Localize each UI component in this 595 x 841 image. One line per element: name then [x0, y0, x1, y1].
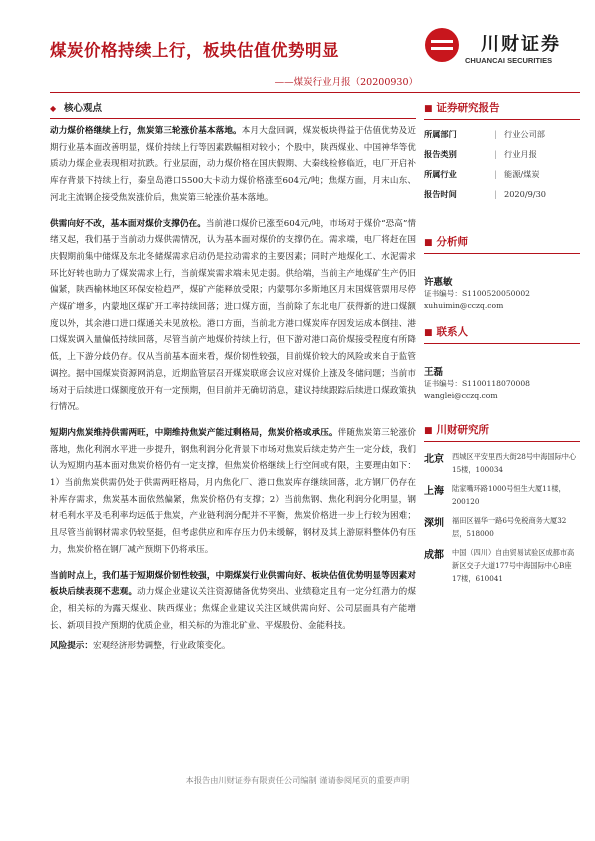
analyst-heading: ■ 分析师	[424, 236, 469, 248]
logo-text-en: CHUANCAI SECURITIES	[465, 56, 553, 65]
company-logo	[423, 28, 573, 70]
contact-heading: ■ 联系人	[424, 326, 469, 338]
diamond-icon: ◆	[50, 103, 57, 113]
core-views-section	[50, 100, 416, 654]
square-icon: ■	[424, 328, 433, 338]
contact-email[interactable]: wanglei@cczq.com	[424, 391, 498, 400]
info-row: 所属行业 | 能源/煤炭	[424, 168, 540, 179]
report-subtitle: ——煤炭行业月报（20200930）	[274, 77, 418, 88]
page-footer: 本报告由川财证券有限责任公司编制 谨请参阅尾页的重要声明	[185, 775, 410, 785]
analyst-divider	[424, 253, 580, 254]
info-row: 报告时间 | 2020/9/30	[424, 188, 546, 199]
address-item: 深圳 福田区福华一路6号免税商务大厦32层，518000	[424, 516, 567, 538]
report-info-table	[424, 124, 580, 204]
paragraph-3: 短期内焦炭维持供需两旺，中期维持焦炭产能过剩格局，焦炭价格或承压。伴随焦炭第三轮涨价落地，焦化利润水平进一步提升，钢焦利润分化背景下市场对焦炭后续走势产生一定分歧，我们认为短期内基本面对焦炭价格仍有一定支撑，但焦炭价格继续上行空间或有限，主要理由如下：1）当前焦炭供需仍处于供需两旺格局，月内焦化厂、港口焦炭库存继续回落，北方钢厂仍存在补库存需求，焦炭基本面依然偏紧，焦炭价格仍有支撑；2）当前焦钢、焦化利润分化明显，钢材毛利水平及毛利率均远低于焦炭，产业链利润分配并不平衡，焦炭价格进一步上行较为困难；且尽管当前钢材需求仍较坚挺，但考虑供应和库存压力仍未缓解，钢材及其上游原料整体仍有压力，焦炭价格在钢厂减产预期下仍将承压。	[50, 427, 416, 555]
address-item: 北京 西城区平安里西大街28号中海国际中心15楼，100034	[424, 452, 577, 474]
info-row: 所属部门 | 行业公司部	[424, 128, 545, 139]
info-row: 报告类别 | 行业月报	[424, 148, 537, 159]
paragraph-1: 动力煤价格继续上行，焦炭第三轮涨价基本落地。本月大盘回调，煤炭板块得益于估值优势及近期行业基本面改善明显，煤价持续上行等因素跌幅相对较小；个股中，陕西煤业、中国神华等优质动力煤企业表现相对抗跌。行业层面，动力煤价格在国庆假期、大秦线检修临近，电厂开启补库存背景下持续上行，秦皇岛港口5500大卡动力煤价格涨至604元/吨；焦煤方面，月末山东、河北主流钢企接受焦炭涨价后，焦炭第三轮涨价基本落地。	[50, 126, 416, 203]
sidebar	[424, 100, 580, 591]
square-icon: ■	[424, 238, 433, 248]
contact-divider	[424, 343, 580, 344]
analyst-cert: 证书编号：S1100520050002	[424, 289, 530, 298]
contact-cert: 证书编号：S1100118070008	[424, 379, 530, 388]
square-icon: ■	[424, 426, 433, 436]
address-item: 成都 中国（四川）自由贸易试验区成都市高新区交子大道177号中海国际中心B座17楼，610041	[424, 548, 575, 583]
header-divider	[50, 92, 580, 93]
report-info-heading: ■ 证券研究报告	[424, 102, 500, 114]
logo-text-cn: 川财证券	[481, 34, 561, 55]
square-icon: ■	[424, 104, 433, 114]
core-views-heading: ◆ 核心观点	[50, 103, 103, 114]
analyst-name: 许惠敏	[424, 277, 453, 288]
institute-heading: ■ 川财研究所	[424, 424, 490, 436]
core-views-divider	[50, 118, 416, 119]
analyst-email[interactable]: xuhuimin@cczq.com	[424, 301, 504, 310]
paragraph-4: 当前时点上，我们基于短期煤价韧性较强，中期煤炭行业供需向好、板块估值优势明显等因素对板块后续表现不悲观。动力煤企业建议关注资源储备优势突出、业绩稳定且有一定分红潜力的煤企，相关标的为露天煤业、陕西煤业；焦煤企业建议关注区域供需向好、公司层面具有产能增长、新项目投产预期的优质企业，相关标的为淮北矿业、平煤股份、金能科技。	[50, 570, 416, 631]
risk-warning: 风险提示：宏观经济形势调整，行业政策变化。	[50, 641, 231, 652]
logo-icon	[425, 28, 459, 62]
contact-name: 王磊	[424, 367, 444, 378]
report-title: 煤炭价格持续上行，板块估值优势明显	[50, 41, 339, 60]
report-info-divider	[424, 119, 580, 120]
paragraph-2: 供需向好不改，基本面对煤价支撑仍在。当前港口煤价已涨至604元/吨，市场对于煤价“恐高”情绪又起，我们基于当前动力煤供需情况，认为基本面对煤价的支撑仍在。需求端，电厂将赶在国庆假期前集中储煤及东北冬储煤需求启动仍是拉动需求的主要因素；同时产地煤化工、水泥需求环比好转也助力了煤炭需求上行，当前煤炭需求端未见走弱。供给端，当前主产地煤矿生产仍旧偏紧，陕西榆林地区环保安检趋严，煤矿产能释放受限；内蒙鄂尔多斯地区月末国煤管票用尽停产煤矿增多，内蒙地区煤矿开工率持续回落；进口煤方面，当前除了东北电厂获得新的进口煤额度以外，其余港口进口煤通关未见放松。港口方面，当前北方港口煤炭库存因发运成本倒挂、港口煤炭调入量偏低持续回落，尽管当前产地煤价持续上行，但下游对港口高价煤接受程度有所降低，上下游分歧仍存。仅从当前基本面来看，煤价韧性较强，目前煤价较大的风险或来自于监管调控。据中国煤炭资源网消息，近期监管层召开煤炭联席会议应对煤价上涨及冬储问题；当前市场对于后续进口煤额度放开有一定预期，但目前并无确切消息，建议持续跟踪后续进口煤政策执行情况。	[50, 218, 416, 413]
address-item: 上海 陆家嘴环路1000号恒生大厦11楼，200120	[424, 484, 566, 506]
